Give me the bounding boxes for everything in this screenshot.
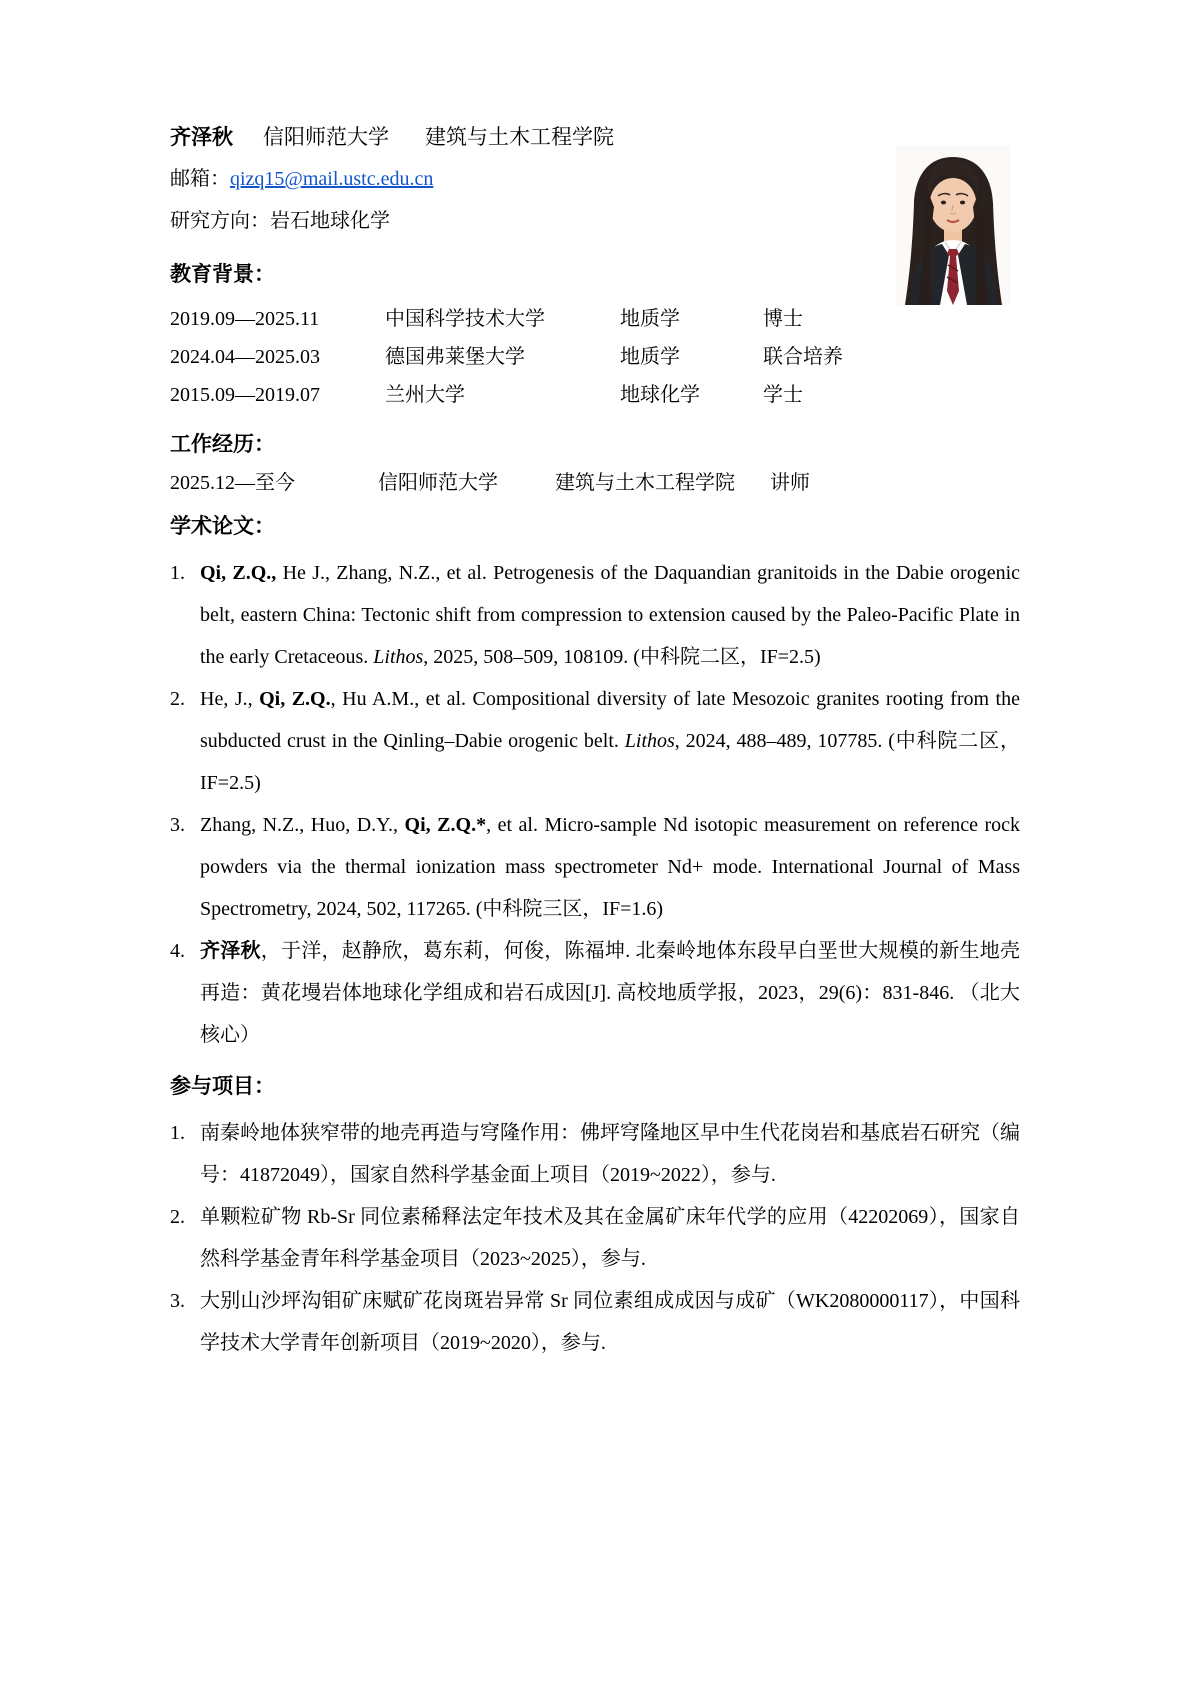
publication-item xyxy=(170,552,1020,678)
person-university: 信阳师范大学 xyxy=(263,125,389,149)
publication-item xyxy=(170,678,1020,804)
email-label: 邮箱： xyxy=(170,168,230,190)
publication-item-text xyxy=(200,678,1020,804)
education-period: 2024.04—2025.03 xyxy=(170,346,320,368)
text-segment: 单颗粒矿物 Rb-Sr 同位素稀释法定年技术及其在金属矿床年代学的应用（42202069），国家自然科学基金青年科学基金项目（2023~2025），参与. xyxy=(200,1206,1020,1270)
portrait-photo-illustration xyxy=(896,145,1011,305)
work-heading: 工作经历： xyxy=(170,432,275,456)
text-segment: 大别山沙坪沟钼矿床赋矿花岗斑岩异常 Sr 同位素组成成因与成矿（WK2080000117），中国科学技术大学青年创新项目（2019~2020），参与. xyxy=(200,1290,1020,1354)
project-item xyxy=(170,1280,1020,1364)
education-degree: 联合培养 xyxy=(763,346,843,368)
projects-heading: 参与项目： xyxy=(170,1074,275,1098)
text-segment: Qi, Z.Q. xyxy=(259,688,331,710)
projects-list xyxy=(170,1112,1020,1364)
publications-heading: 学术论文： xyxy=(170,514,275,538)
header-name-line xyxy=(170,124,1020,150)
left-eye xyxy=(941,201,946,205)
work-employer: 信阳师范大学 xyxy=(378,472,498,494)
text-segment: ，于洋，赵静欣，葛东莉，何俊，陈福坤. 北秦岭地体东段早白垩世大规模的新生地壳再造：黄花墁岩体地球化学组成和岩石成因[J]. 高校地质学报，2023，29(6)：831-846. （北大核心） xyxy=(200,940,1020,1046)
education-row xyxy=(170,300,1020,338)
research-value: 岩石地球化学 xyxy=(270,210,390,232)
text-segment: He, J., xyxy=(200,688,260,710)
text-segment: 齐泽秋 xyxy=(200,940,261,962)
education-rows xyxy=(170,300,1020,414)
project-item-text xyxy=(200,1112,1020,1196)
education-period: 2015.09—2019.07 xyxy=(170,384,320,406)
email-link[interactable]: qizq15@mail.ustc.edu.cn xyxy=(230,168,434,190)
publication-item-number: 4. xyxy=(170,940,185,962)
work-title: 讲师 xyxy=(770,472,810,494)
text-segment: , 2025, 508–509, 108109. (中科院二区，IF=2.5) xyxy=(423,646,821,668)
project-item-text xyxy=(200,1280,1020,1364)
text-segment: Lithos xyxy=(373,646,424,668)
project-item-number: 2. xyxy=(170,1206,185,1228)
education-school: 德国弗莱堡大学 xyxy=(385,346,525,368)
text-segment: Lithos xyxy=(624,730,675,752)
education-school: 兰州大学 xyxy=(385,384,465,406)
text-segment: 南秦岭地体狭窄带的地壳再造与穹隆作用：佛坪穹隆地区早中生代花岗岩和基底岩石研究（编号：41872049），国家自然科学基金面上项目（2019~2022），参与. xyxy=(200,1122,1020,1186)
text-segment: , et al. Micro-sample Nd isotopic measurement on reference rock powders via the thermal ionization mass spectrometer Nd+ mode. International Journal of Mass Spectrometry, 2024, 502, 117265. (中科院三区，IF=1.6) xyxy=(200,814,1020,920)
education-major: 地质学 xyxy=(620,308,680,330)
education-major: 地质学 xyxy=(620,346,680,368)
person-college: 建筑与土木工程学院 xyxy=(425,125,614,149)
right-eye xyxy=(960,201,965,205)
work-department: 建筑与土木工程学院 xyxy=(555,472,735,494)
research-line xyxy=(170,208,1020,234)
work-rows xyxy=(170,470,1020,496)
text-segment: Qi, Z.Q., xyxy=(200,562,277,584)
education-heading: 教育背景： xyxy=(170,262,275,286)
education-period: 2019.09—2025.11 xyxy=(170,308,320,330)
publication-item-number: 3. xyxy=(170,814,185,836)
education-major: 地球化学 xyxy=(620,384,700,406)
publication-item-text xyxy=(200,552,1020,678)
project-item-number: 1. xyxy=(170,1122,185,1144)
email-line xyxy=(170,166,1020,192)
work-row xyxy=(170,470,1020,496)
text-segment: Zhang, N.Z., Huo, D.Y., xyxy=(200,814,405,836)
publication-item-text xyxy=(200,930,1020,1056)
text-segment: , 2024, 488–489, 107785. (中科院二区，IF=2.5) xyxy=(200,730,1020,794)
publication-item xyxy=(170,804,1020,930)
profile-photo xyxy=(896,145,1011,305)
text-segment: , Hu A.M., et al. Compositional diversity of late Mesozoic granites rooting from the subducted crust in the Qinling–Dabie orogenic belt. xyxy=(200,688,1020,752)
text-segment: He J., Zhang, N.Z., et al. Petrogenesis of the Daquandian granitoids in the Dabie orogenic belt, eastern China: Tectonic shift from compression to extension caused by the Paleo-Pacific Plate in the early Cretaceous. xyxy=(200,562,1020,668)
education-degree: 博士 xyxy=(763,308,803,330)
publications-list xyxy=(170,552,1020,1056)
project-item-number: 3. xyxy=(170,1290,185,1312)
project-item xyxy=(170,1112,1020,1196)
education-row xyxy=(170,376,1020,414)
text-segment: Qi, Z.Q.* xyxy=(404,814,487,836)
publication-item-number: 2. xyxy=(170,688,185,710)
publication-item-text xyxy=(200,804,1020,930)
publication-item-number: 1. xyxy=(170,562,185,584)
education-row xyxy=(170,338,1020,376)
education-degree: 学士 xyxy=(763,384,803,406)
person-name: 齐泽秋 xyxy=(170,125,233,149)
project-item xyxy=(170,1196,1020,1280)
education-school: 中国科学技术大学 xyxy=(385,308,545,330)
research-label: 研究方向： xyxy=(170,210,270,232)
project-item-text xyxy=(200,1196,1020,1280)
work-period: 2025.12—至今 xyxy=(170,472,295,494)
publication-item xyxy=(170,930,1020,1056)
